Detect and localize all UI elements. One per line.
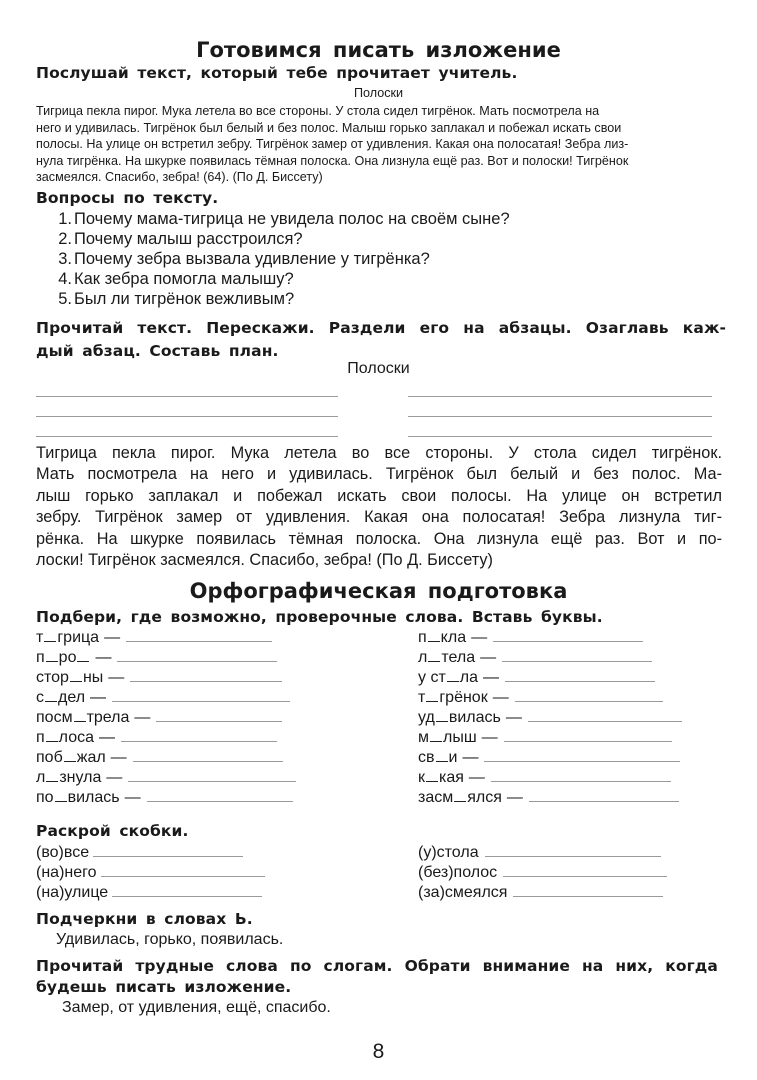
answer-line[interactable] bbox=[484, 749, 680, 762]
story-line: рёнка. На шкурке появилась тёмная полоска. Она лизнула ещё раз. Вот и по- bbox=[36, 529, 722, 548]
plan-writing-line[interactable] bbox=[36, 416, 338, 417]
answer-line[interactable] bbox=[147, 789, 293, 802]
question-item bbox=[56, 229, 510, 249]
question-list bbox=[56, 209, 510, 309]
word-part: м bbox=[418, 729, 429, 746]
bracket-row bbox=[36, 843, 265, 863]
question-item bbox=[56, 209, 510, 229]
word-part: п bbox=[418, 629, 427, 646]
ortho-task: Подбери, где возможно, проверочные слова. Вставь буквы. bbox=[36, 608, 603, 626]
bracket-word: (за)смеялся bbox=[418, 884, 508, 901]
question-item bbox=[56, 269, 510, 289]
dash: — bbox=[90, 689, 107, 706]
dash: — bbox=[480, 649, 497, 666]
word-part: к bbox=[418, 769, 425, 786]
syllables-task-line: будешь писать изложение. bbox=[36, 978, 292, 996]
word-row bbox=[36, 768, 366, 788]
word-part: св bbox=[418, 749, 435, 766]
answer-line[interactable] bbox=[513, 884, 663, 897]
word-part: грица bbox=[57, 629, 100, 646]
question-text: Был ли тигрёнок вежливым? bbox=[74, 290, 295, 308]
letter-blank[interactable] bbox=[74, 709, 86, 722]
word-part: л bbox=[36, 769, 46, 786]
bracket-word: (на)улице bbox=[36, 884, 109, 901]
question-number: 5. bbox=[58, 290, 72, 308]
word-part: посм bbox=[36, 709, 73, 726]
listen-task: Послушай текст, который тебе прочитает учитель. bbox=[36, 64, 518, 82]
word-part: по bbox=[36, 789, 54, 806]
plan-writing-line[interactable] bbox=[36, 396, 338, 397]
word-row bbox=[418, 708, 718, 728]
word-part: лоса bbox=[58, 729, 94, 746]
plan-writing-line[interactable] bbox=[408, 416, 712, 417]
letter-blank[interactable] bbox=[55, 789, 67, 802]
dash: — bbox=[505, 709, 522, 726]
word-part: грёнок bbox=[439, 689, 488, 706]
bracket-word: (во)все bbox=[36, 844, 90, 861]
dash: — bbox=[471, 629, 488, 646]
answer-line[interactable] bbox=[126, 629, 272, 642]
question-text: Почему малыш расстроился? bbox=[74, 230, 303, 248]
answer-line[interactable] bbox=[130, 669, 282, 682]
question-number: 4. bbox=[58, 270, 72, 288]
page-number: 8 bbox=[372, 1040, 385, 1063]
words-left-column bbox=[36, 628, 366, 808]
listen-line: нула тигрёнка. На шкурке появилась тёмная полоска. Она лизнула ещё раз. Вот и полоски! Тигрёнок bbox=[36, 153, 629, 168]
letter-blank[interactable] bbox=[454, 789, 466, 802]
word-part: т bbox=[418, 689, 426, 706]
answer-line[interactable] bbox=[128, 769, 296, 782]
question-number: 2. bbox=[58, 230, 72, 248]
word-row bbox=[418, 788, 718, 808]
question-text: Почему зебра вызвала удивление у тигрёнка? bbox=[74, 250, 430, 268]
letter-blank[interactable] bbox=[46, 729, 58, 742]
listen-line: него и удивилась. Тигрёнок был белый и без полос. Малыш горько заплакал и побежал искать свои bbox=[36, 120, 622, 135]
letter-blank[interactable] bbox=[436, 749, 448, 762]
questions-title: Вопросы по тексту. bbox=[36, 189, 219, 207]
dash: — bbox=[506, 789, 523, 806]
answer-line[interactable] bbox=[529, 789, 679, 802]
word-part: поб bbox=[36, 749, 63, 766]
word-row bbox=[418, 648, 718, 668]
letter-blank[interactable] bbox=[436, 709, 448, 722]
retell-task-line: Прочитай текст. Перескажи. Раздели его на абзацы. Озаглавь каж- bbox=[36, 319, 726, 337]
answer-line[interactable] bbox=[528, 709, 682, 722]
question-item bbox=[56, 289, 510, 309]
word-part: уд bbox=[418, 709, 435, 726]
plan-writing-line[interactable] bbox=[408, 396, 712, 397]
word-part: кая bbox=[439, 769, 464, 786]
dash: — bbox=[110, 749, 127, 766]
word-part: п bbox=[36, 649, 45, 666]
answer-line[interactable] bbox=[504, 729, 672, 742]
word-part: ла bbox=[459, 669, 479, 686]
question-text: Почему мама-тигрица не увидела полос на своём сыне? bbox=[74, 210, 510, 228]
letter-blank[interactable] bbox=[64, 749, 76, 762]
plan-writing-line[interactable] bbox=[36, 436, 338, 437]
word-part: трела bbox=[86, 709, 130, 726]
word-part: знула bbox=[59, 769, 102, 786]
dash: — bbox=[108, 669, 125, 686]
word-part: т bbox=[36, 629, 44, 646]
word-part: п bbox=[36, 729, 45, 746]
letter-blank[interactable] bbox=[70, 669, 82, 682]
word-row bbox=[36, 648, 366, 668]
word-row bbox=[36, 728, 366, 748]
answer-line[interactable] bbox=[112, 884, 262, 897]
question-number: 1. bbox=[58, 210, 72, 228]
word-part: тела bbox=[441, 649, 476, 666]
listen-line: полосы. На улице он встретил зебру. Тигрёнок замер от удивления. Какая она полосатая! Зебра лиз- bbox=[36, 137, 629, 152]
word-row bbox=[36, 788, 366, 808]
word-row bbox=[418, 728, 718, 748]
bracket-row bbox=[36, 863, 265, 883]
letter-blank[interactable] bbox=[428, 649, 440, 662]
dash: — bbox=[95, 649, 112, 666]
dash: — bbox=[468, 769, 485, 786]
letter-blank[interactable] bbox=[45, 689, 57, 702]
answer-line[interactable] bbox=[505, 669, 655, 682]
listen-line: Тигрица пекла пирог. Мука летела во все стороны. У стола сидел тигрёнок. Мать посмотрела на bbox=[36, 104, 600, 118]
bracket-row bbox=[418, 883, 667, 903]
dash: — bbox=[106, 769, 123, 786]
bracket-word: (без)полос bbox=[418, 864, 498, 881]
dash: — bbox=[462, 749, 479, 766]
soft-sign-task: Подчеркни в словах Ь. bbox=[36, 910, 253, 928]
word-part: засм bbox=[418, 789, 454, 806]
brackets-right-column bbox=[418, 843, 667, 903]
dash: — bbox=[104, 629, 121, 646]
word-row bbox=[418, 668, 718, 688]
answer-line[interactable] bbox=[491, 769, 671, 782]
answer-line[interactable] bbox=[503, 864, 667, 877]
word-part: лыш bbox=[443, 729, 477, 746]
word-part: вилась bbox=[67, 789, 120, 806]
story-text bbox=[36, 443, 722, 571]
question-item bbox=[56, 249, 510, 269]
answer-line[interactable] bbox=[485, 844, 661, 857]
bracket-row bbox=[36, 883, 265, 903]
letter-blank[interactable] bbox=[46, 769, 58, 782]
dash: — bbox=[134, 709, 151, 726]
story-line: лоски! Тигрёнок засмеялся. Спасибо, зебра! (По Д. Биссету) bbox=[36, 551, 493, 570]
word-row bbox=[36, 708, 366, 728]
soft-sign-words: Удивилась, горько, появилась. bbox=[56, 931, 284, 948]
dash: — bbox=[492, 689, 509, 706]
word-row bbox=[418, 688, 718, 708]
page-title: Готовимся писать изложение bbox=[196, 38, 561, 62]
answer-line[interactable] bbox=[121, 729, 277, 742]
word-row bbox=[418, 748, 718, 768]
word-part: стор bbox=[36, 669, 69, 686]
word-part: ялся bbox=[467, 789, 502, 806]
word-part: и bbox=[448, 749, 458, 766]
answer-line[interactable] bbox=[502, 649, 652, 662]
word-row bbox=[36, 748, 366, 768]
bracket-row bbox=[418, 863, 667, 883]
listen-line: засмеялся. Спасибо, зебра! (64). (По Д. Биссету) bbox=[36, 170, 323, 185]
bracket-word: (на)него bbox=[36, 864, 97, 881]
word-row bbox=[418, 768, 718, 788]
letter-blank[interactable] bbox=[426, 769, 438, 782]
brackets-left-column bbox=[36, 843, 265, 903]
letter-blank[interactable] bbox=[428, 629, 440, 642]
syllables-words: Замер, от удивления, ещё, спасибо. bbox=[62, 999, 331, 1016]
dash: — bbox=[481, 729, 498, 746]
word-part: вилась bbox=[448, 709, 501, 726]
syllables-task-line: Прочитай трудные слова по слогам. Обрати внимание на них, когда bbox=[36, 957, 718, 975]
letter-blank[interactable] bbox=[77, 649, 89, 662]
answer-line[interactable] bbox=[156, 709, 282, 722]
word-part: л bbox=[418, 649, 428, 666]
listen-text bbox=[36, 103, 720, 186]
word-row bbox=[36, 628, 366, 648]
answer-line[interactable] bbox=[515, 689, 663, 702]
letter-blank[interactable] bbox=[447, 669, 459, 682]
listen-caption: Полоски bbox=[353, 86, 404, 100]
story-line: Мать посмотрела на него и удивилась. Тигрёнок был белый и без полос. Ма- bbox=[36, 465, 722, 484]
letter-blank[interactable] bbox=[44, 629, 56, 642]
answer-line[interactable] bbox=[93, 844, 243, 857]
word-row bbox=[418, 628, 718, 648]
words-right-column bbox=[418, 628, 718, 808]
answer-line[interactable] bbox=[101, 864, 265, 877]
dash: — bbox=[483, 669, 500, 686]
letter-blank[interactable] bbox=[426, 689, 438, 702]
bracket-word: (у)стола bbox=[418, 844, 479, 861]
letter-blank[interactable] bbox=[46, 649, 58, 662]
question-text: Как зебра помогла малышу? bbox=[74, 270, 294, 288]
word-part: ро bbox=[58, 649, 77, 666]
word-part: ны bbox=[82, 669, 104, 686]
brackets-task: Раскрой скобки. bbox=[36, 822, 189, 840]
word-row bbox=[36, 668, 366, 688]
answer-line[interactable] bbox=[112, 689, 290, 702]
word-part: жал bbox=[76, 749, 106, 766]
retell-caption: Полоски bbox=[347, 360, 410, 377]
answer-line[interactable] bbox=[493, 629, 643, 642]
word-row bbox=[36, 688, 366, 708]
dash: — bbox=[124, 789, 141, 806]
story-line: зебру. Тигрёнок замер от удивления. Какая она полосатая! Зебра лизнула тиг- bbox=[36, 508, 722, 527]
story-line: Тигрица пекла пирог. Мука летела во все стороны. У стола сидел тигрёнок. bbox=[36, 444, 722, 462]
letter-blank[interactable] bbox=[430, 729, 442, 742]
plan-writing-line[interactable] bbox=[408, 436, 712, 437]
story-line: лыш горько заплакал и побежал искать свои полосы. На улице он встретил bbox=[36, 486, 722, 505]
word-part: кла bbox=[440, 629, 467, 646]
bracket-row bbox=[418, 843, 667, 863]
dash: — bbox=[98, 729, 115, 746]
word-part: у ст bbox=[418, 669, 446, 686]
answer-line[interactable] bbox=[133, 749, 283, 762]
word-part: с bbox=[36, 689, 44, 706]
ortho-title: Орфографическая подготовка bbox=[189, 579, 568, 603]
answer-line[interactable] bbox=[117, 649, 277, 662]
retell-task-line: дый абзац. Составь план. bbox=[36, 342, 279, 360]
word-part: дел bbox=[58, 689, 86, 706]
question-number: 3. bbox=[58, 250, 72, 268]
